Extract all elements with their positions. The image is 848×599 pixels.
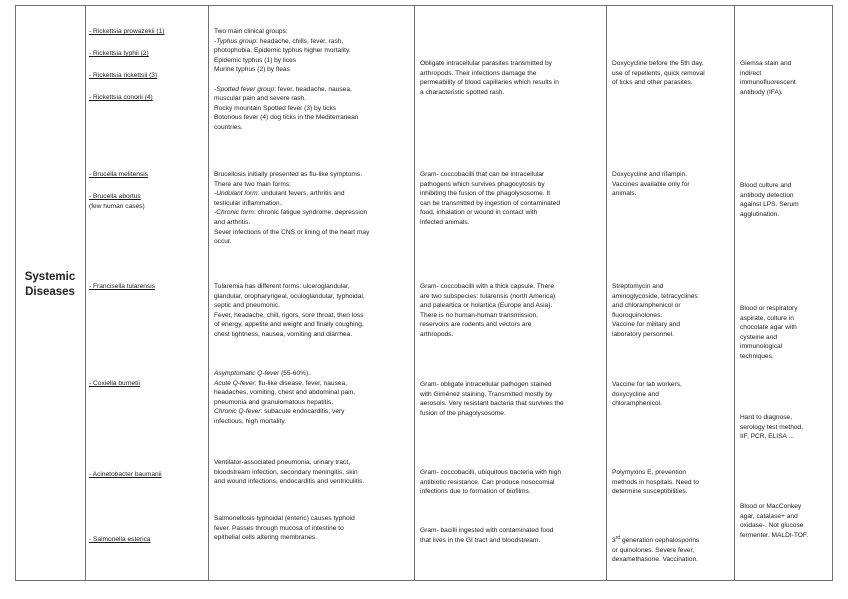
characteristics-brucella: Gram- coccobacilli that can be intracellular pathogens which survives phagocytosis by inhibiting the fusion of the phagolysosome. It can be transmitted by ingestion of contaminated food, inhalation or wound in contact with infected animals. bbox=[420, 171, 561, 226]
disease-rickettsia: Two main clinical groups: -Typhus group: headache, chills, fever, rash, photophobia. Epidemic typhus higher mortality. Epidemic typhus (1) by lices Murine typhus (2) by fleas -Spotted fever group: fever, headache, nausea, muscular pain and severe rash. Rocky mountain Spotted fever (3) by ticks Botonous fever (4) dog ticks in the Mediterranean countries. bbox=[214, 28, 359, 131]
organism-brucella-abortus: - Brucella abortus (few human cases) bbox=[89, 192, 211, 211]
treatment-brucella: Doxycycline and rifampin. Vaccines available only for animals. bbox=[612, 171, 690, 198]
characteristics-rickettsia: Obligate intracellular parasites transmitted by arthropods. Their infections damage the permeability of blood capillaries which results in a characteristic spotted rash. bbox=[420, 60, 559, 96]
column-divider bbox=[734, 5, 735, 580]
treatment-salmonella: 3rd generation cephalosporins or quinolones. Severe fever, dexamethasone. Vaccination. bbox=[612, 534, 700, 564]
table-border-bottom bbox=[15, 580, 833, 581]
treatment-francisella: Streptomycin and aminoglycoside, tetracyclines and chloramphenicol or fluoroquinolones. Vaccine for military and laboratory personnel. bbox=[612, 283, 698, 338]
treatment-acinetobacter: Polymyxins E, prevention methods in hospitals. Need to determine susceptibilities. bbox=[612, 469, 699, 496]
category-line-2: Diseases bbox=[25, 286, 75, 298]
characteristics-salmonella: Gram- bacilli ingested with contaminated food that lives in the GI tract and bloodstream. bbox=[420, 527, 554, 544]
disease-coxiella: Asymptomatic Q-fever (55-60%). Acute Q-fever: flu-like disease, fever, nausea, headaches, vomiting, chest and abdominal pain, pneumonia and granulomatous hepatitis. Chronic Q-fever: subacute endocarditis, very infectious, high mortality. bbox=[214, 370, 356, 425]
characteristics-acinetobacter: Gram- coccobacilli, ubiquitous bacteria with high antibiotic resistance. Can produce nosocomial infections due to formation of biofilms. bbox=[420, 469, 562, 496]
organism-rickettsia-typhii: - Rickettsia typhii (2) bbox=[89, 50, 149, 57]
treatment-rickettsia: Doxycycline before the 5th day, use of repellents, quick removal of ticks and other parasites. bbox=[612, 60, 705, 87]
organism-salmonella: - Salmonella esterica bbox=[89, 536, 151, 543]
organism-rickettsia-prowazekii: - Rickettsia prowazekii (1) bbox=[89, 28, 165, 35]
diagnosis-coxiella: Hard to diagnose, serology test method, IIF, PCR, ELISA ... bbox=[740, 414, 804, 441]
treatment-coxiella: Vaccine for lab workers, doxycycline and chloramphenicol. bbox=[612, 381, 682, 408]
column-divider bbox=[414, 5, 415, 580]
organism-rickettsia-rickettsii: - Rickettsia rickettsii (3) bbox=[89, 72, 158, 79]
diagnosis-acinetobacter-salmonella: Blood or MacConkey agar, catalase+ and oxidase-. Not glucose fermenter. MALDI-TOF. bbox=[740, 503, 809, 539]
diagnosis-brucella: Blood culture and antibody detection against LPS. Serum agglutination. bbox=[740, 182, 799, 218]
table-border-right bbox=[832, 5, 833, 580]
disease-brucella: Brucellosis initially presented as flu-like symptoms. There are two main forms: -Undulant form: undulant fevers, arthritis and testicular inflammation. -Chronic form: chronic fatigue syndrome, depression and arthritis. Sever infections of the CNS or lining of the heart may occur. bbox=[214, 171, 370, 246]
organism-brucella-melitensis: - Brucella melitensis bbox=[89, 171, 148, 178]
disease-acinetobacter: Ventilator-associated pneumonia, urinary tract, bloodstream infection, secondary meningitis, skin and wound infections, endocarditis and ventriculitis. bbox=[214, 459, 365, 486]
organism-acinetobacter: - Acinetobacter baumanii bbox=[89, 471, 162, 478]
disease-francisella: Tularemia has different forms: ulceroglandular, glandular, oropharyngeal, oculoglandular, typhoidal, septic and pneumonic. Fever, headache, chill, rigors, sore throat, then loss of energy, appetite and weight and finally coughing, chest tightness, nausea, vomiting and diarrhea. bbox=[214, 283, 365, 338]
organism-francisella: - Francisella tularensis bbox=[89, 283, 155, 290]
diagnosis-francisella: Blood or respiratory aspirate, culture in chocolate agar with cysteine and immunological techniques. bbox=[740, 305, 798, 360]
characteristics-francisella: Gram- coccobacilli with a thick capsule. There are two subspecies: tularensis (north America) and paleartica or holartica (Europe and Asia). There is no human-human transmission, reservoirs are rodents and vectors are arthropods. bbox=[420, 283, 556, 338]
column-divider bbox=[208, 5, 209, 580]
diagnosis-rickettsia: Giemsa stain and indirect immunofluorescent antibody (IFA). bbox=[740, 60, 796, 96]
table-border-top bbox=[15, 5, 833, 6]
column-divider bbox=[85, 5, 86, 580]
organism-note: (few human cases) bbox=[89, 202, 145, 210]
organism-rickettsia-conorii: - Rickettsia conorii (4) bbox=[89, 94, 153, 101]
organism-coxiella: - Coxiella burnetii bbox=[89, 380, 140, 387]
column-divider bbox=[606, 5, 607, 580]
category-line-1: Systemic bbox=[24, 271, 76, 283]
characteristics-coxiella: Gram- obligate intracellular pathogen stained with Giménez staining. Transmitted mostly by aerosols. Very resistant bacteria that survives the fusion of the phagolysosome. bbox=[420, 381, 564, 417]
disease-salmonella: Salmonellosis typhoidal (enteric) causes typhoid fever. Passes through mucosa of intestine to epithelial cells altering membranes. bbox=[214, 515, 355, 542]
category-label bbox=[16, 270, 84, 300]
